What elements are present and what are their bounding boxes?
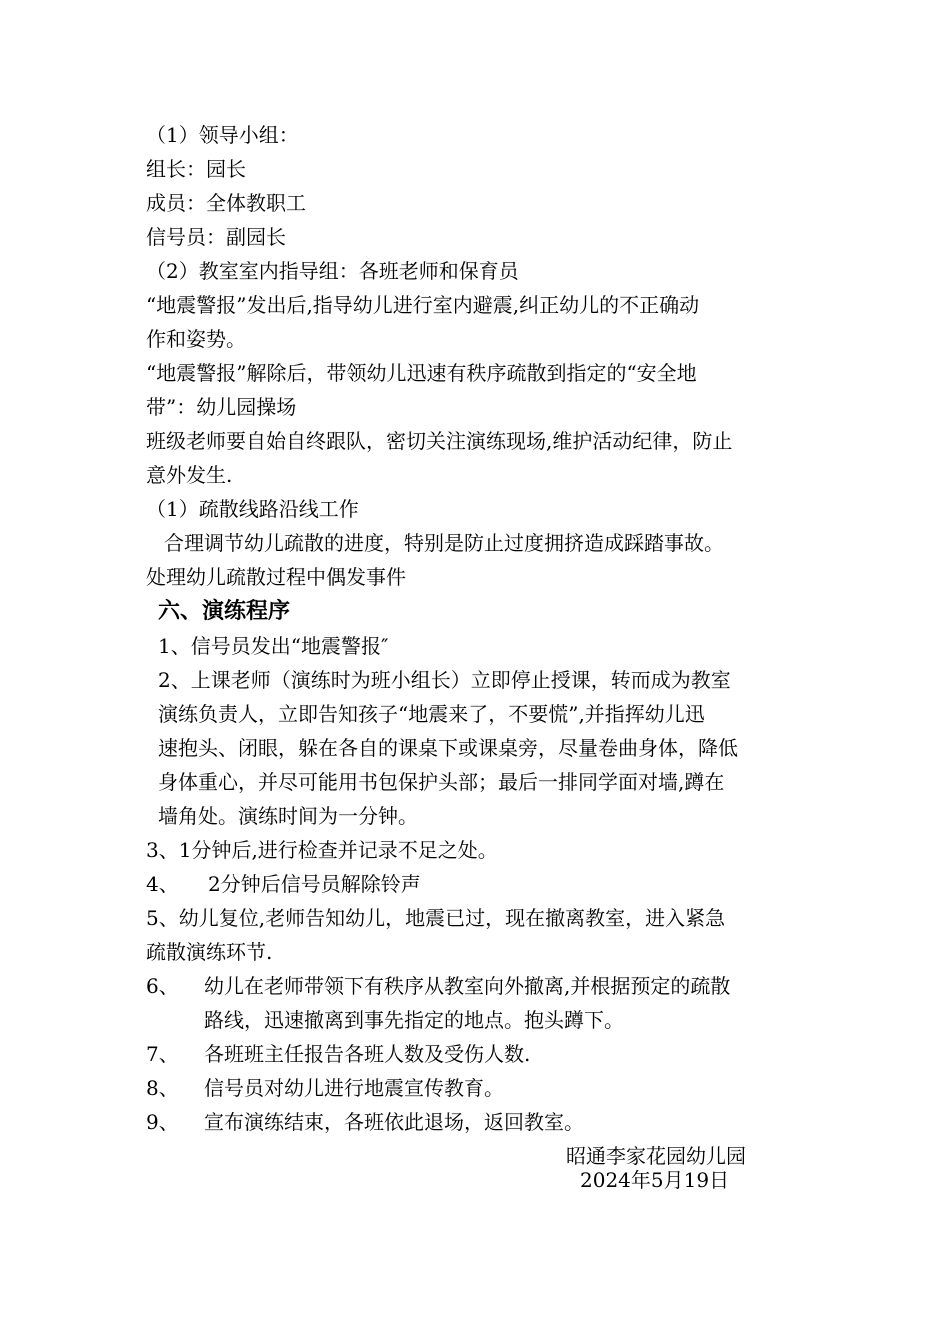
procedure-step-5: 5、幼儿复位,老师告知幼儿，地震已过，现在撤离教室，进入紧急 [146, 906, 726, 930]
procedure-step-7 [146, 1041, 530, 1067]
procedure-step-8 [146, 1075, 504, 1101]
procedure-step-1: 1、信号员发出“地震警报″ [158, 634, 389, 658]
section-heading: 六、演练程序 [158, 598, 291, 624]
group-leader-line: 组长：园长 [146, 157, 246, 181]
step-text: 2分钟后信号员解除铃声 [208, 872, 421, 896]
alarm-issued-text: “地震警报”发出后,指导幼儿进行室内避震,纠正幼儿的不正确动 [146, 293, 700, 317]
step-number: 6、 [146, 974, 179, 998]
procedure-step-2: 2、上课老师（演练时为班小组长）立即停止授课，转而成为教室 [158, 668, 731, 692]
members-line: 成员：全体教职工 [146, 191, 306, 215]
procedure-step-2-cont: 墙角处。演练时间为一分钟。 [158, 804, 418, 828]
procedure-step-2-cont: 演练负责人，立即告知孩子“地震来了，不要慌”,并指挥幼儿迅 [158, 702, 705, 726]
evacuation-route-heading: （1）疏散线路沿线工作 [146, 497, 359, 521]
procedure-step-6 [146, 973, 730, 999]
procedure-step-3: 3、1分钟后,进行检查并记录不足之处。 [146, 838, 498, 862]
step-text: 信号员对幼儿进行地震宣传教育。 [204, 1076, 504, 1100]
step-text: 宣布演练结束，各班依此退场，返回教室。 [204, 1110, 584, 1134]
step-text: 幼儿在老师带领下有秩序从教室向外撤离,并根据预定的疏散 [204, 974, 731, 998]
leadership-group-heading: （1）领导小组： [146, 123, 299, 147]
procedure-step-2-cont: 身体重心，并尽可能用书包保护头部；最后一排同学面对墙,蹲在 [158, 770, 725, 794]
procedure-step-4 [146, 871, 421, 897]
signature-date: 2024年5月19日 [580, 1168, 730, 1192]
alarm-lifted-text: “地震警报”解除后，带领幼儿迅速有秩序疏散到指定的“安全地 [146, 361, 697, 385]
classroom-guidance-heading: （2）教室室内指导组：各班老师和保育员 [146, 259, 519, 283]
signature-organization: 昭通李家花园幼儿园 [566, 1144, 746, 1168]
procedure-step-9 [146, 1109, 584, 1135]
procedure-step-2-cont: 速抱头、闭眼，躲在各自的课桌下或课桌旁，尽量卷曲身体，降低 [158, 736, 738, 760]
signaler-line: 信号员：副园长 [146, 225, 286, 249]
class-teacher-text-cont: 意外发生. [146, 463, 233, 487]
alarm-issued-text-cont: 作和姿势。 [146, 327, 246, 351]
step-number: 7、 [146, 1042, 179, 1066]
class-teacher-text: 班级老师要自始自终跟队，密切关注演练现场,维护活动纪律，防止 [146, 429, 733, 453]
step-number: 8、 [146, 1076, 179, 1100]
step-text: 各班班主任报告各班人数及受伤人数. [204, 1042, 531, 1066]
incident-handling-text: 处理幼儿疏散过程中偶发事件 [146, 565, 406, 589]
step-number: 9、 [146, 1110, 179, 1134]
procedure-step-5-cont: 疏散演练环节. [146, 940, 273, 964]
procedure-step-6-cont: 路线，迅速撤离到事先指定的地点。抱头蹲下。 [204, 1008, 624, 1032]
evacuation-progress-text: 合理调节幼儿疏散的进度，特别是防止过度拥挤造成踩踏事故。 [164, 531, 724, 555]
alarm-lifted-text-cont: 带”：幼儿园操场 [146, 395, 297, 419]
step-number: 4、 [146, 872, 179, 896]
